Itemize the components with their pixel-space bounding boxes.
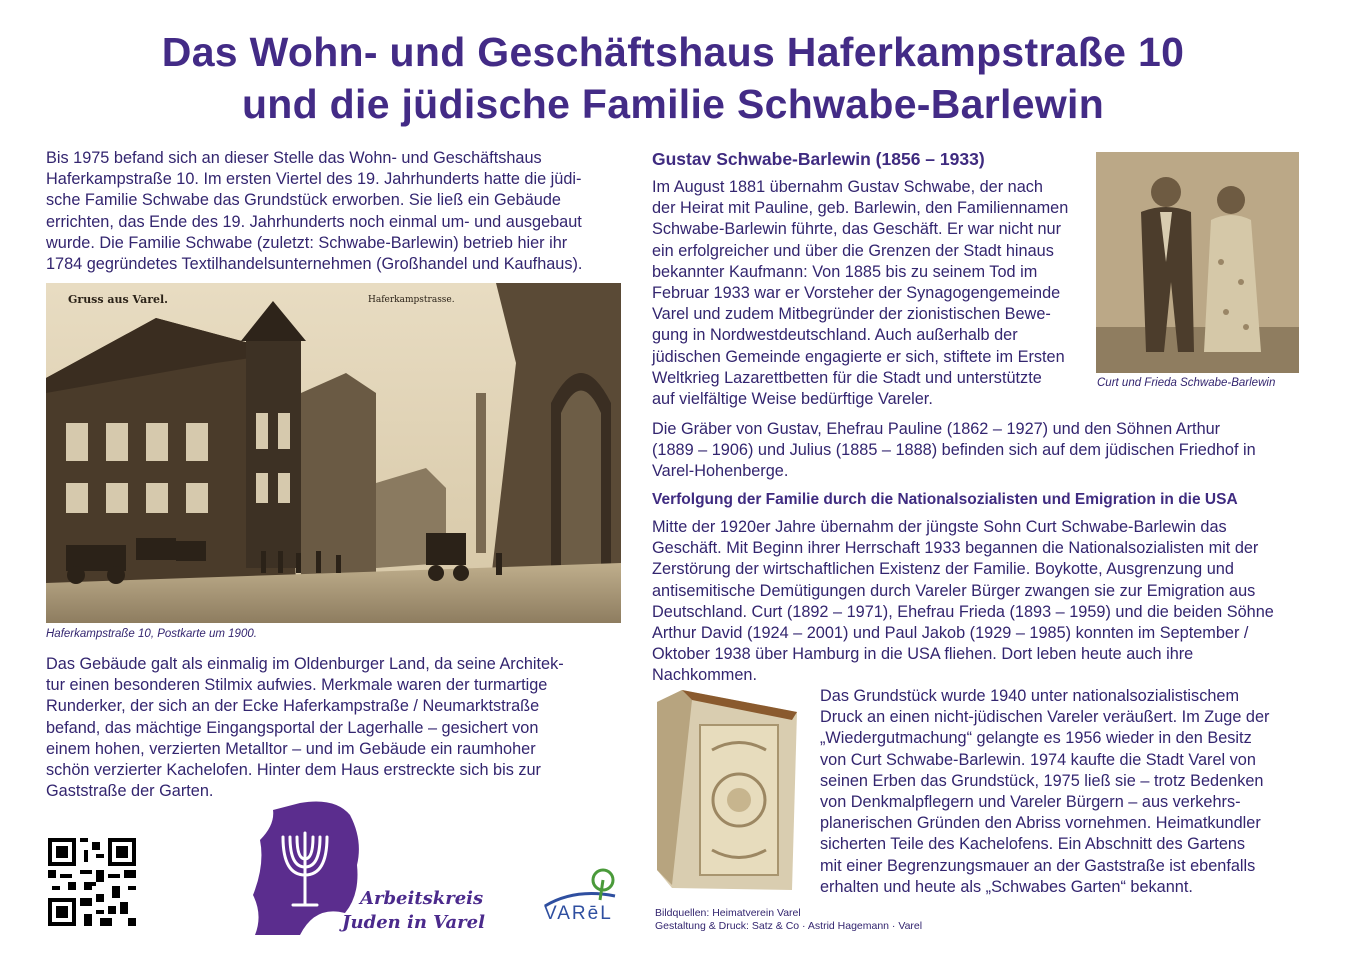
page-title-line-2: und die jüdische Familie Schwabe-Barlewin xyxy=(241,81,1105,127)
building-paragraph: Das Gebäude galt als einmalig im Oldenburger Land, da seine Architek- tur einen besonderen Stilmix aufwies. Merkmale waren der turmartige Runderker, der sich an der Ecke Haferkampstraße / Neumarktstraße befand, das mächtige Eingangsportal der Lagerhalle – gesichert von einem hohen, verzierten Metalltor – und im Gebäude ein raumhoher schön verzierter Kachelofen. Hinter dem Haus erstreckte sich bis zur Gaststraße der Garten. xyxy=(46,655,564,801)
logo-text-arbeitskreis: Arbeitskreis xyxy=(360,888,484,909)
postcard-illustration xyxy=(46,283,621,623)
arbeitskreis-logo xyxy=(245,795,485,940)
stove-tile-photo xyxy=(652,690,802,895)
logo-text-juden-in-varel: Juden in Varel xyxy=(342,912,485,933)
gustav-paragraph: Im August 1881 übernahm Gustav Schwabe, der nach der Heirat mit Pauline, geb. Barlewin, den Familiennamen Schwabe-Barlewin führte, das Geschäft. Er war nicht nur ein erfolgreicher und über die Grenzen der Stadt hinaus bekannter Kaufmann: Von 1885 bis zu seinem Tod im Februar 1933 war er Vorsteher der Synagogengemeinde Varel und zudem Mitbegründer der zionistischen Bewe- gung in Nordwestdeutschland. Auch außerhalb der jüdischen Gemeinde engagierte er sich, stiftete im Ersten Weltkrieg Lazarettbetten für die Stadt und unterstützte auf vielfältige Weise bedürftige Vareler. xyxy=(652,178,1069,409)
svg-text:Gruss aus Varel.: Gruss aus Varel. xyxy=(68,293,169,306)
postcard-image xyxy=(46,283,621,623)
postcard-caption: Haferkampstraße 10, Postkarte um 1900. xyxy=(46,628,257,640)
svg-text:Haferkampstrasse.: Haferkampstrasse. xyxy=(368,295,455,305)
persecution-heading: Verfolgung der Familie durch die Nationalsozialisten und Emigration in die USA xyxy=(652,491,1238,508)
page-title-line-1: Das Wohn- und Geschäftshaus Haferkampstraße 10 xyxy=(161,29,1185,75)
graves-paragraph: Die Gräber von Gustav, Ehefrau Pauline (1862 – 1927) und den Söhnen Arthur (1889 – 1906) und Julius (1885 – 1888) befinden sich auf dem jüdischen Friedhof in Varel-Hohenberge. xyxy=(652,420,1256,481)
qr-code-icon xyxy=(48,838,136,926)
couple-photo-caption: Curt und Frieda Schwabe-Barlewin xyxy=(1097,377,1276,389)
couple-photo xyxy=(1096,152,1299,373)
persecution-paragraph: Mitte der 1920er Jahre übernahm der jüngste Sohn Curt Schwabe-Barlewin das Geschäft. Mit Beginn ihrer Herrschaft 1933 begannen die Nationalsozialisten mit der Zerstörung der wirtschaftlichen Existenz der Familie. Boykotte, Ausgrenzung und antisemitische Demütigungen durch Vareler Bürger zwangen sie zur Emigration aus Deutschland. Curt (1892 – 1971), Ehefrau Frieda (1893 – 1959) und die beiden Söhne Arthur David (1924 – 2001) und Paul Jakob (1929 – 1985) konnten im September / Oktober 1938 über Hamburg in die USA fliehen. Dort leben heute auch ihre Nachkommen. xyxy=(652,518,1274,685)
intro-paragraph: Bis 1975 befand sich an dieser Stelle das Wohn- und Geschäftshaus Haferkampstraße 10. Im ersten Viertel des 19. Jahrhunderts hatte die jüdi- sche Familie Schwabe das Grundstück erworben. Sie ließ ein Gebäude errichten, das Ende des 19. Jahrhunderts noch einmal um- und ausgebaut wurde. Die Familie Schwabe (zuletzt: Schwabe-Barlewin) betrieb hier ihr 1784 gegründetes Textilhandelsunternehmen (Großhandel und Kaufhaus). xyxy=(46,149,583,274)
gustav-heading: Gustav Schwabe-Barlewin (1856 – 1933) xyxy=(652,149,985,169)
image-credits: Bildquellen: Heimatverein Varel Gestaltung & Druck: Satz & Co · Astrid Hagemann · Varel xyxy=(655,907,923,932)
property-paragraph: Das Grundstück wurde 1940 unter nationalsozialistischem Druck an einen nicht-jüdischen Vareler veräußert. Im Zuge der „Wiedergutmachung“ gelangte es 1956 wieder in den Besitz von Curt Schwabe-Barlewin. 1974 kaufte die Stadt Varel von seinen Erben das Grundstück, 1975 ließ sie – trotz Bedenken von Denkmalpflegern und Vareler Bürgern – aus verkehrs- planerischen Gründen den Abriss vornehmen. Heimatkundler sicherten Teile des Kachelofens. Ein Abschnitt des Gartens mit einer Begrenzungsmauer an der Gaststraße ist ebenfalls erhalten und heute als „Schwabes Garten“ bekannt. xyxy=(820,687,1270,896)
varel-logo: VARēL xyxy=(540,866,625,931)
qr-code[interactable] xyxy=(48,838,136,926)
